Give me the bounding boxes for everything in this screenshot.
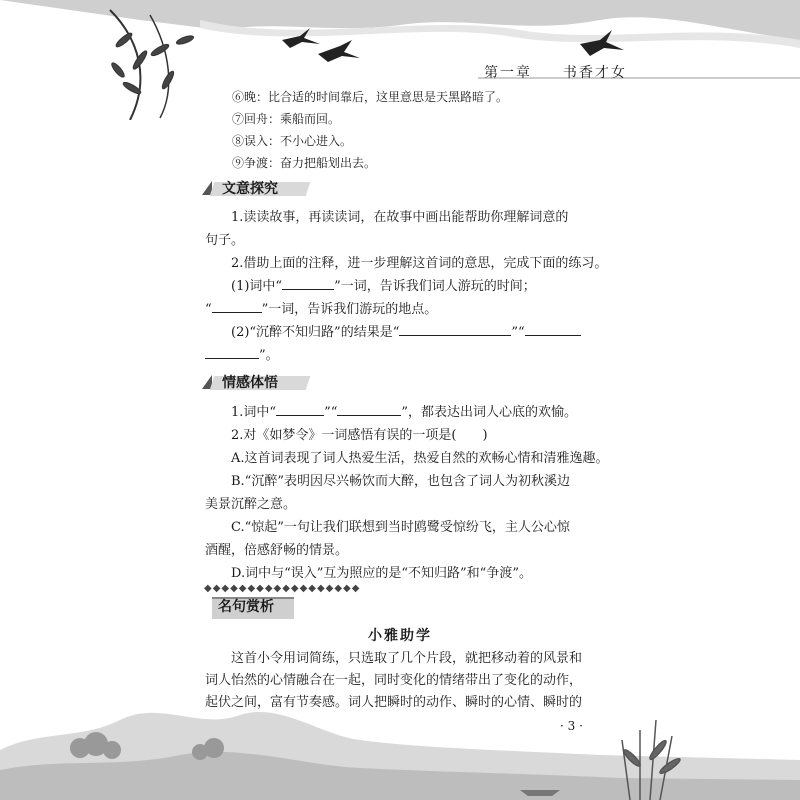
option-a: A.这首词表现了词人热爱生活，热爱自然的欢畅心情和清雅逸趣。: [231, 451, 609, 466]
option-b-cont: 美景沉醉之意。: [205, 497, 297, 512]
question-text: 2.对《如梦令》一词感悟有误的一项是( ): [231, 428, 488, 443]
question-text: 2.借助上面的注释，进一步理解这首词的意思，完成下面的练习。: [231, 256, 608, 271]
answer-blank[interactable]: [205, 344, 259, 359]
note-item: ⑨争渡：奋力把船划出去。: [232, 156, 377, 170]
willow-branch-icon: [110, 10, 195, 120]
page-header: [484, 62, 627, 82]
option-c: C.“惊起”一句让我们联想到当时鸥鹭受惊纷飞，主人公心惊: [231, 520, 570, 535]
option-d: D.词中与“误入”互为照应的是“不知归路”和“争渡”。: [231, 566, 532, 581]
chapter-title: 书香才女: [562, 65, 627, 81]
answer-blank[interactable]: [282, 275, 334, 290]
section-heading-wenyi: 文意探究: [202, 178, 322, 200]
answer-blank[interactable]: [525, 321, 581, 336]
question-text: 句子。: [205, 233, 245, 248]
answer-blank[interactable]: [212, 298, 262, 313]
note-item: ⑥晚：比合适的时间靠后，这里意思是天黑路暗了。: [232, 90, 509, 104]
chapter-label: 第一章: [484, 65, 532, 81]
question-text: “ ”一词，告诉我们游玩的地点。: [205, 298, 595, 322]
note-item: ⑦回舟：乘船而回。: [232, 112, 341, 126]
paragraph-line: 这首小令用词简练，只选取了几个片段，就把移动着的风景和: [231, 651, 583, 666]
section-heading-qinggan: 情感体悟: [202, 372, 322, 394]
paragraph-line: 起伏之间，富有节奏感。词人把瞬时的动作、瞬时的心情、瞬时的: [205, 695, 583, 710]
note-item: ⑧误入：不小心进入。: [232, 134, 353, 148]
sub-title: 小雅助学: [368, 628, 432, 644]
answer-blank[interactable]: [399, 321, 511, 336]
section-heading-mingju: ◆◆◆◆◆◆◆◆◆◆◆◆◆◆◆◆◆◆ 名句赏析: [204, 583, 324, 619]
page-number: · 3 ·: [560, 719, 583, 733]
question-text: 1.词中“ ”“ ”，都表达出词人心底的欢愉。: [205, 401, 621, 425]
bottom-landscape-decoration: [0, 640, 800, 800]
question-text: ”。: [205, 344, 595, 368]
annotation-notes: [232, 86, 508, 174]
answer-blank[interactable]: [337, 401, 401, 416]
answer-blank[interactable]: [276, 401, 324, 416]
question-text: 1.读读故事，再读读词，在故事中画出能帮助你理解词意的: [231, 210, 569, 225]
option-c-cont: 酒醒，倍感舒畅的情景。: [205, 543, 349, 558]
question-text: (2)“沉醉不知归路”的结果是“ ”“: [205, 321, 621, 345]
paragraph-line: 词人怡然的心情融合在一起，同时变化的情绪带出了变化的动作，: [205, 673, 583, 688]
question-text: (1)词中“ ”一词，告诉我们词人游玩的时间；: [205, 275, 621, 299]
option-b: B.“沉醉”表明因尽兴畅饮而大醉，也包含了词人为初秋溪边: [231, 474, 570, 489]
